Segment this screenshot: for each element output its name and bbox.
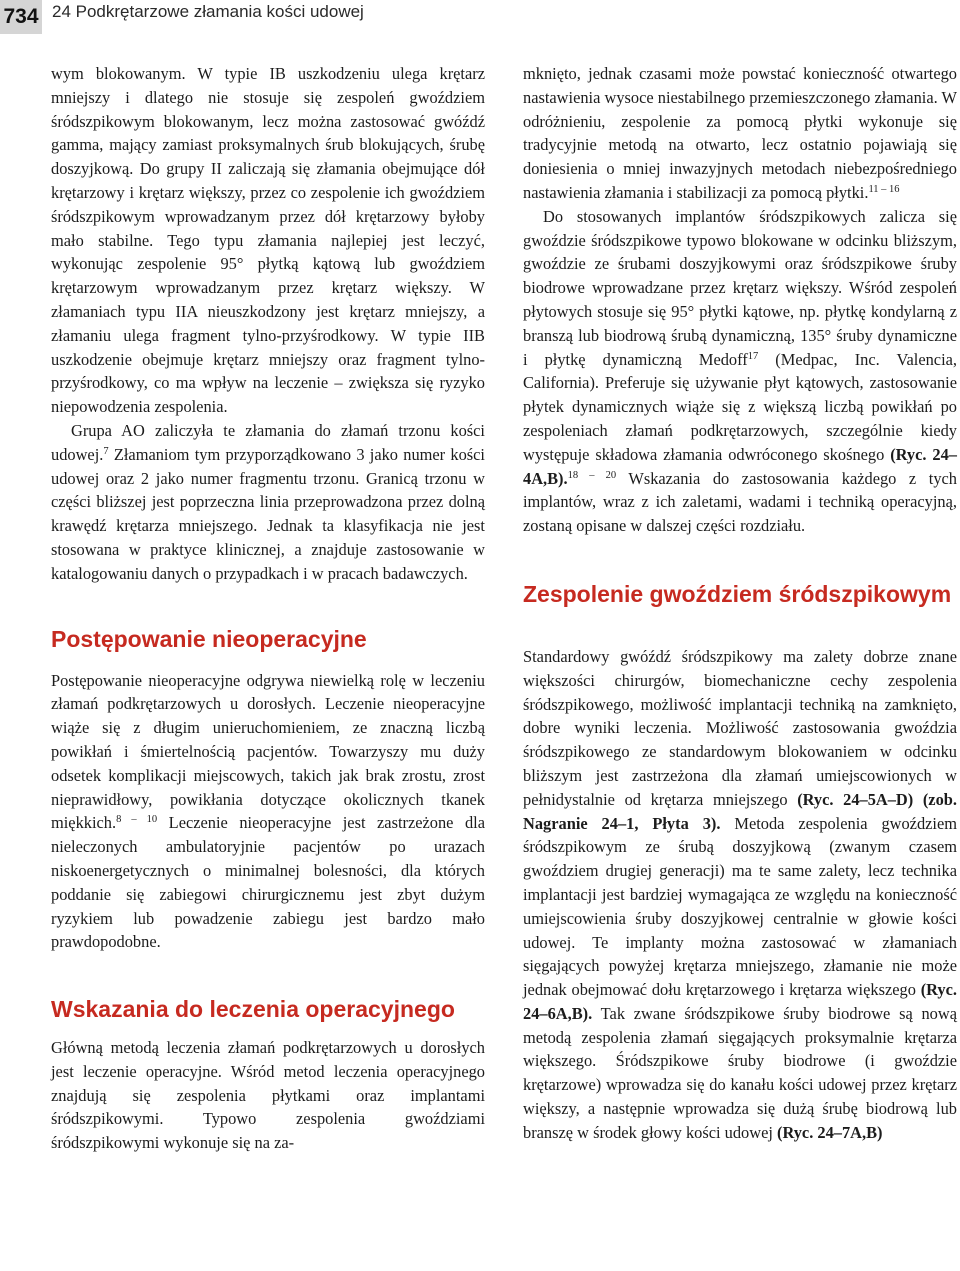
- page-header: [0, 0, 960, 40]
- right-paragraph-2: [523, 205, 957, 538]
- section-heading-nonoperative: Postępowanie nieoperacyjne: [51, 625, 367, 652]
- left-paragraph-2: [51, 419, 485, 586]
- figure-reference: (Ryc. 24–6A,B).: [523, 980, 957, 1023]
- citation-superscript: 11 – 16: [868, 183, 900, 195]
- text-span: Postępowanie nieoperacyjne odgrywa niewielką rolę w leczeniu złamań podkrętarzowych u dorosłych. Leczenie nieoperacyjne wiąże się z długim unieruchomieniem, ze znaczną liczbą powikłań i śmiertelnością pacjentów. Towarzyszy mu duży odsetek komplikacji miejscowych, takich jak brak zrostu, zrost nieprawidłowy, powikłania dotyczące okolicznych tkanek miękkich.: [51, 670, 485, 833]
- figure-reference: (Ryc. 24–4A,B).: [523, 444, 957, 488]
- text-span: Standardowy gwóźdź śródszpikowy ma zalety dobrze znane większości chirurgów, biomechaniczne cechy zespolenia śródszpikowego, możliwość implantacji techniką na zamknięto, dobre wyniki leczenia. Możliwość zastosowania gwoździa śródszpikowego ze standardowym blokowaniem w odcinku bliższym jest zastrzeżona dla złamań umiejscowionych w pełnidystalnie od krętarza mniejszego: [523, 646, 957, 809]
- text-span: mknięto, jednak czasami może powstać konieczność otwartego nastawienia wysoce niestabilnego przemieszczonego złamania. W odróżnieniu, zespolenie za pomocą płytki wykonuje się tradycyjnie metodą na otwarto, lecz ostatnio pojawiają się doniesienia o mniej inwazyjnych metodach niebezpośredniego nastawienia złamania i stabilizacji za pomocą płytki.: [523, 64, 957, 202]
- section-heading-indications: Wskazania do leczenia operacyjnego: [51, 996, 455, 1023]
- figure-reference: (Ryc. 24–7A,B): [777, 1122, 883, 1142]
- text-span: Metoda zespolenia gwoździem śródszpikowym ze śrubą doszyjkową (zwanym czasem gwoździem drugiej generacji) ma te same zalety, lecz technika implantacji jest bardziej wymagająca ze względu na konieczność umiejscowienia śruby doszyjkowej centralnie w głowie kości udowej. Te implanty można zastosować w złamaniach sięgających powyżej krętarza mniejszego, złamanie nie może jednak obejmować dołu krętarzowego i krętarza większego: [523, 813, 957, 1000]
- citation-superscript: 7: [103, 445, 109, 457]
- text-span: Wskazania do zastosowania każdego z tych implantów, wraz z ich zaletami, wadami i techniką operacyjną, zostaną opisane w dalszej części rozdziału.: [523, 468, 957, 536]
- page-number: 734: [0, 0, 42, 34]
- right-column: [523, 62, 957, 1145]
- left-column: [51, 62, 485, 1155]
- running-title: 24 Podkrętarzowe złamania kości udowej: [52, 2, 364, 21]
- text-span: (Medpac, Inc. Valencia, California). Preferuje się używanie płyt kątowych, zastosowanie płytek dynamicznych wiąże się z większą liczbą powikłań po zespoleniach złamań podkrętarzowych, szczególnie kiedy występuje składowa złamania odwróconego skośnego: [523, 349, 957, 464]
- text-span: Grupa AO zaliczyła te złamania do złamań trzonu kości udowej.: [51, 420, 485, 464]
- right-paragraph-3: [523, 645, 957, 1145]
- figure-reference: (Ryc. 24–5A–D) (zob. Nagranie 24–1, Płyta 3).: [523, 789, 957, 833]
- text-span: Złamaniom tym przyporządkowano 3 jako numer kości udowej oraz 2 jako numer fragmentu trzonu. Granicą trzonu w części bliższej jest poprzeczna linia przeprowadzona przez dolną krawędź krętarza mniejszego. Jednak ta klasyfikacja nie jest stosowana w praktyce klinicznej, a znajduje zastosowanie w katalogowaniu danych o przypadkach i w pracach badawczych.: [51, 444, 485, 583]
- left-paragraph-4: Główną metodą leczenia złamań podkrętarzowych u dorosłych jest leczenie operacyjne. Wśród metod leczenia operacyjnego znajdują się zespolenia płytkami oraz implantami śródszpikowymi. Typowo zespolenia gwoździami śródszpikowymi wykonuje się na za-: [51, 1038, 485, 1153]
- text-span: Do stosowanych implantów śródszpikowych zalicza się gwoździe śródszpikowe typowo blokowane w odcinku bliższym, gwoździe ze śrubami doszyjkowymi oraz śródszpikowe śruby biodrowe wprowadzane przez krętarz większy. Wśród zespoleń płytowych stosuje się 95° płytki kątowe, np. płytkę kondylarną z branszą lub biodrową śrubą dynamiczną, 135° śruby dynamiczne i płytkę dynamiczną Medoff: [523, 206, 957, 369]
- left-paragraph-1: wym blokowanym. W typie IB uszkodzeniu ulega krętarz mniejszy i dlatego nie stosuje się zespoleń gwoździem śródszpikowym blokowanym, lecz można zastosować gwóźdź gamma, mający zamiast proksymalnych śrub blokujących, śrubę doszyjkową. Do grupy II zaliczają się złamania obejmujące dół krętarzowy i krętarz większy, przez co zespolenie ich gwoździem śródszpikowym wprowadzanym przez dół krętarzowy byłoby mało stabilne. Tego typu złamania najlepiej jest leczyć, wykonując zespolenie 95° płytką kątową lub gwoździem krętarzowym wprowadzanym przez krętarz większy. W złamaniach typu IIA nieuszkodzony jest krętarz mniejszy, a złamaniu ulega fragment tylno-przyśrodkowy. W typie IIB uszkodzenie obejmuje krętarz mniejszy oraz fragment tylno-przyśrodkowy, co ma wpływ na leczenie – zwiększa się ryzyko niepowodzenia zespolenia.: [51, 64, 485, 417]
- right-paragraph-1: [523, 62, 957, 205]
- citation-superscript: 18 – 20: [567, 469, 617, 481]
- text-span: Leczenie nieoperacyjne jest zastrzeżone dla nieleczonych ambulatoryjnie pacjentów po urazach niskoenergetycznych o minimalnej bolesności, dla których poddanie się zabiegowi chirurgicznemu jest zbyt dużym ryzykiem lub powadzenie zabiegu jest bardzo mało prawdopodobne.: [51, 813, 485, 952]
- text-span: Tak zwane śródszpikowe śruby biodrowe są nową metodą zespolenia złamań sięgających proksymalnie krętarza większego. Śródszpikowe śruby biodrowe (i gwoździe krętarzowe) wprowadza się do kanału kości udowej przez krętarz większy, a następnie wprowadza się dużą śrubę biodrową lub branszę w środek głowy kości udowej: [523, 1003, 957, 1142]
- citation-superscript: 8 – 10: [116, 814, 158, 826]
- left-paragraph-3: [51, 669, 485, 955]
- section-heading-intramedullary-nailing: Zespolenie gwoździem śródszpikowym: [523, 580, 952, 607]
- citation-superscript: 17: [747, 350, 759, 362]
